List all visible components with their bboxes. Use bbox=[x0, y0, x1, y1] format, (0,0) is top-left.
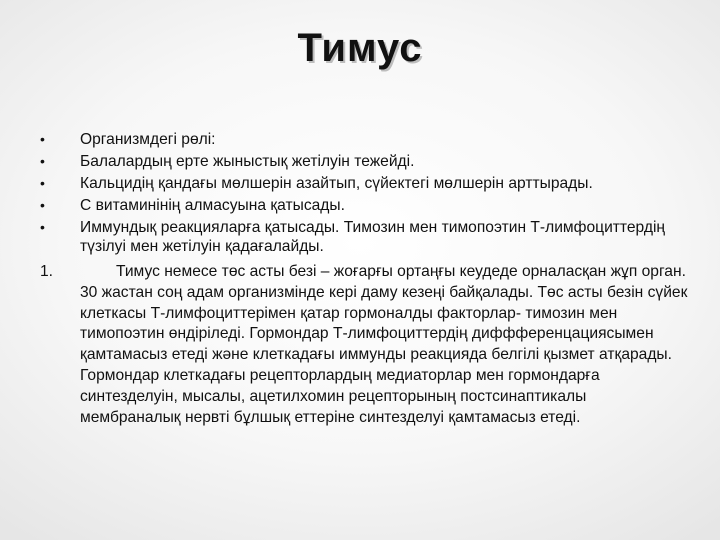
bullet-text: С витаминінің алмасуына қатысады. bbox=[80, 197, 345, 214]
bullet-icon: • bbox=[40, 131, 45, 147]
numbered-paragraph bbox=[40, 262, 690, 428]
paragraph-text: Тимус немесе төс асты безі – жоғарғы ортаңғы кеудеде орналасқан жұп орган. 30 жастан соң адам организмінде кері даму кезеңі байқалады. Төс асты безін сүйек клеткасы Т-лимфоциттерімен қатар гормоналды факторлар- тимозин мен тимопоэтин өндіріледі. Гормондар Т-лимфоциттердің диффференцациясымен қамтамасыз етеді және клеткадағы иммунды реакцияда белгілі қызмет атқарады. Гормондар клеткадағы рецепторлардың медиаторлар мен гормондарға синтезделуін, мысалы, ацетилхомин рецепторының постсинаптикалы мембраналық нервті бұлшық еттеріне синтезделуі қамтамасыз етеді. bbox=[80, 263, 688, 426]
bullet-icon: • bbox=[40, 175, 45, 191]
bullet-text: Балалардың ерте жыныстық жетілуін тежейді. bbox=[80, 153, 415, 170]
bullet-list bbox=[40, 130, 690, 259]
bullet-item bbox=[40, 196, 690, 215]
bullet-item bbox=[40, 130, 690, 149]
slide-title: Тимус bbox=[297, 26, 423, 70]
bullet-item bbox=[40, 152, 690, 171]
bullet-icon: • bbox=[40, 219, 45, 235]
bullet-item bbox=[40, 218, 690, 256]
bullet-icon: • bbox=[40, 197, 45, 213]
bullet-text: Кальцидің қандағы мөлшерін азайтып, сүйектегі мөлшерін арттырады. bbox=[80, 175, 593, 192]
bullet-item bbox=[40, 174, 690, 193]
list-number: 1. bbox=[40, 263, 54, 280]
bullet-text: Иммундық реакцияларға қатысады. Тимозин мен тимопоэтин Т-лимфоциттердің түзілуі мен жетілуін қадағалайды. bbox=[80, 219, 666, 255]
bullet-icon: • bbox=[40, 153, 45, 169]
bullet-text: Организмдегі рөлі: bbox=[80, 131, 216, 148]
